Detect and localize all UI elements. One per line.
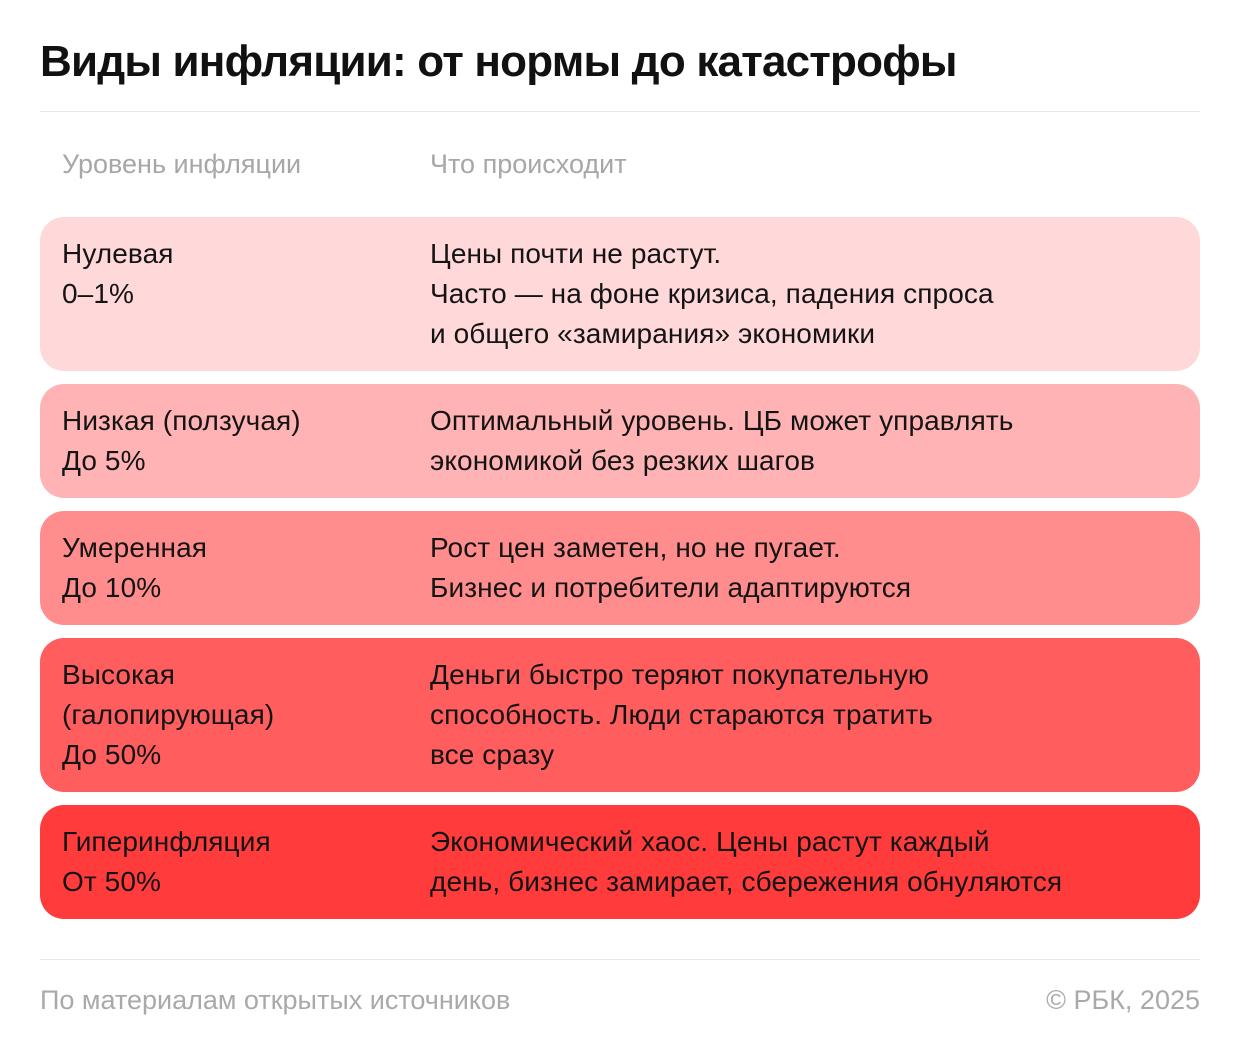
inflation-table <box>40 217 1200 919</box>
description-line: Экономический хаос. Цены растут каждый <box>430 825 990 857</box>
level-name: Умеренная <box>62 531 208 563</box>
column-header-level: Уровень инфляции <box>62 148 302 179</box>
level-range: От 50% <box>62 865 162 897</box>
level-range: До 5% <box>62 444 146 476</box>
description-line: и общего «замирания» экономики <box>430 317 876 349</box>
table-header <box>40 148 1200 180</box>
row-level-label <box>62 401 430 481</box>
level-name: Низкая (ползучая) <box>62 404 301 436</box>
description-line: Рост цен заметен, но не пугает. <box>430 531 841 563</box>
description-line: способность. Люди стараются тратить <box>430 698 933 730</box>
description-line: Оптимальный уровень. ЦБ может управлять <box>430 404 1014 436</box>
description-line: Часто — на фоне кризиса, падения спроса <box>430 277 994 309</box>
level-name: (галопирующая) <box>62 698 275 730</box>
source-note: По материалам открытых источников <box>40 984 511 1015</box>
row-level-label <box>62 234 430 354</box>
level-name: Нулевая <box>62 237 174 269</box>
table-row <box>40 217 1200 371</box>
row-level-label <box>62 528 430 608</box>
table-row <box>40 511 1200 625</box>
row-level-label <box>62 822 430 902</box>
description-line: день, бизнес замирает, сбережения обнуляются <box>430 865 1063 897</box>
row-level-label <box>62 655 430 775</box>
row-description <box>430 655 1176 775</box>
copyright: © РБК, 2025 <box>1046 984 1200 1015</box>
row-description <box>430 234 1176 354</box>
description-line: все сразу <box>430 738 555 770</box>
page-title: Виды инфляции: от нормы до катастрофы <box>40 37 957 86</box>
description-line: Бизнес и потребители адаптируются <box>430 571 912 603</box>
level-range: 0–1% <box>62 277 135 309</box>
row-description <box>430 822 1176 902</box>
column-header-description: Что происходит <box>430 148 627 179</box>
description-line: Деньги быстро теряют покупательную <box>430 658 929 690</box>
table-row <box>40 638 1200 792</box>
description-line: Цены почти не растут. <box>430 237 722 269</box>
table-row <box>40 384 1200 498</box>
level-range: До 10% <box>62 571 162 603</box>
row-description <box>430 401 1176 481</box>
top-divider <box>40 111 1200 112</box>
level-name: Высокая <box>62 658 175 690</box>
level-range: До 50% <box>62 738 162 770</box>
table-row <box>40 805 1200 919</box>
description-line: экономикой без резких шагов <box>430 444 816 476</box>
row-description <box>430 528 1176 608</box>
footer <box>40 960 1200 1046</box>
level-name: Гиперинфляция <box>62 825 271 857</box>
